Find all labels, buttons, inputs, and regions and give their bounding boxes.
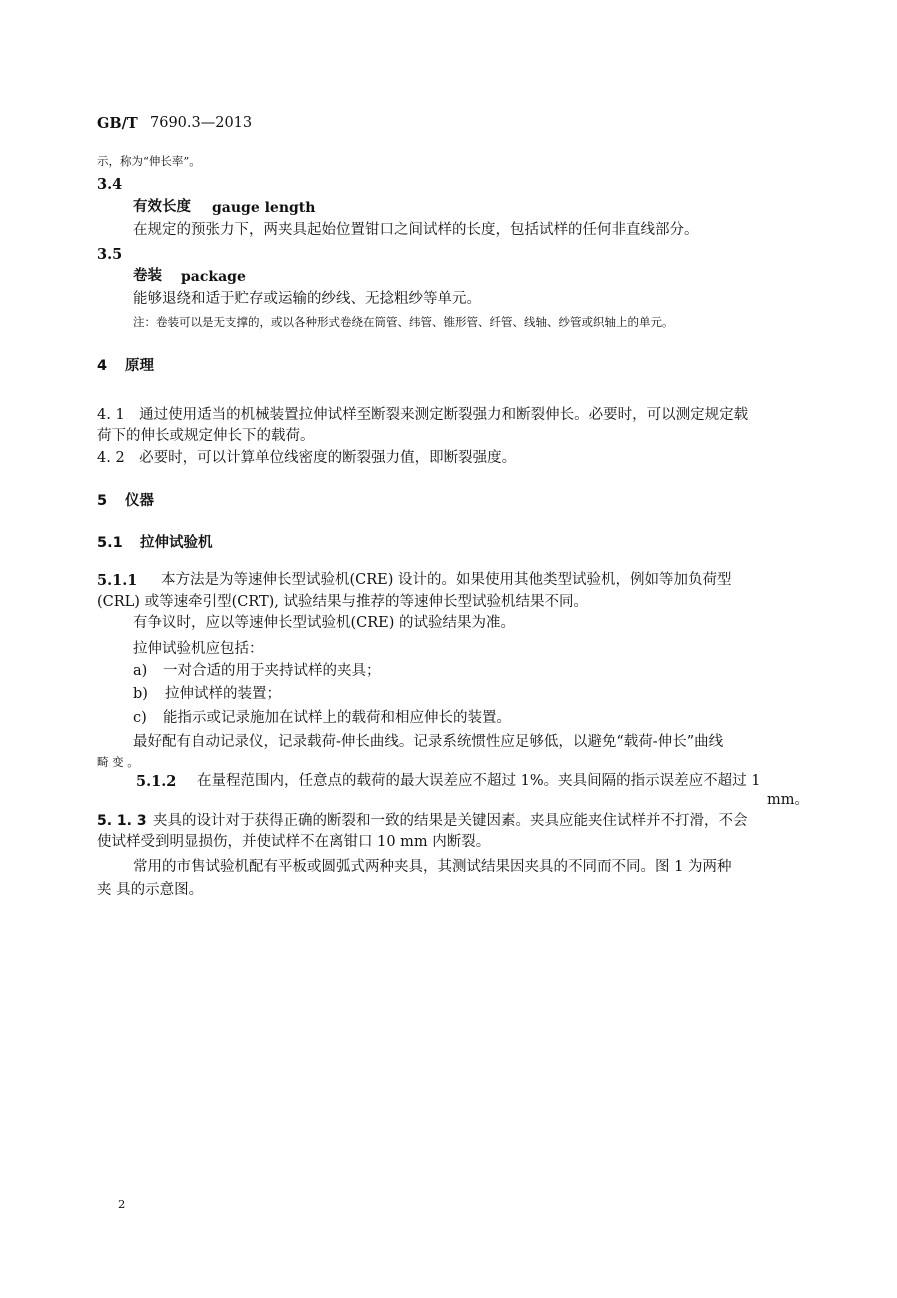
clause-5-1-number: 5.1 bbox=[97, 535, 123, 551]
page-number: 2 bbox=[118, 1197, 126, 1211]
list-item-c: 能指示或记录施加在试样上的载荷和相应伸长的装置。 bbox=[163, 710, 511, 726]
clause-5-1-3-para-2-line-1: 常用的市售试验机配有平板或圆弧式两种夹具，其测试结果因夹具的不同而不同。图 1 为两种 bbox=[133, 859, 732, 875]
standard-number: 7690.3—2013 bbox=[150, 115, 253, 131]
clause-5-1-1-para-2: 有争议时，应以等速伸长型试验机(CRE) 的试验结果为准。 bbox=[133, 615, 516, 631]
clause-4-1-line-1: 4. 1 通过使用适当的机械装置拉伸试样至断裂来测定断裂强力和断裂伸长。必要时，可以测定规定载 bbox=[97, 407, 749, 423]
clause-4-1-line-2: 荷下的伸长或规定伸长下的载荷。 bbox=[97, 428, 315, 444]
clause-5-1-1-number: 5.1.1 bbox=[97, 572, 138, 589]
list-item-b-label: b) bbox=[133, 686, 148, 702]
section-5-title: 仪器 bbox=[125, 493, 154, 509]
list-item-a-label: a) bbox=[133, 663, 148, 679]
clause-5-1-2-line-2: mm。 bbox=[767, 792, 809, 808]
section-4-number: 4 bbox=[97, 358, 108, 374]
clause-4-2: 4. 2 必要时，可以计算单位线密度的断裂强力值，即断裂强度。 bbox=[97, 450, 517, 466]
continuation-text: 示，称为“伸长率”。 bbox=[97, 154, 201, 168]
clause-3-5-term-zh: 卷装 bbox=[133, 268, 162, 284]
clause-5-1-3-line-2: 使试样受到明显损伤，并使试样不在离钳口 10 mm 内断裂。 bbox=[97, 834, 491, 850]
clause-5-1-3-number: 5. 1. 3 bbox=[97, 813, 147, 829]
clause-3-5-term-en: package bbox=[181, 269, 246, 285]
clause-5-1-2-line-1: 在量程范围内，任意点的载荷的最大误差应不超过 1%。夹具间隔的指示误差应不超过 1 bbox=[197, 773, 761, 789]
clause-3-4-term-en: gauge length bbox=[212, 200, 316, 216]
clause-5-1-1-para-3: 拉伸试验机应包括： bbox=[133, 641, 264, 657]
section-4-title: 原理 bbox=[125, 358, 154, 374]
clause-3-4-number: 3.4 bbox=[97, 176, 123, 193]
clause-3-4-term-zh: 有效长度 bbox=[133, 199, 191, 215]
clause-5-1-1-line-2: (CRL) 或等速牵引型(CRT), 试验结果与推荐的等速伸长型试验机结果不同。 bbox=[97, 594, 589, 610]
clause-5-1-1-para-4-line-1: 最好配有自动记录仪，记录载荷-伸长曲线。记录系统惯性应足够低，以避免“载荷-伸长”曲线 bbox=[133, 734, 724, 750]
clause-5-1-3-line-1: 夹具的设计对于获得正确的断裂和一致的结果是关键因素。夹具应能夹住试样并不打滑，不会 bbox=[153, 813, 748, 829]
clause-5-1-title: 拉伸试验机 bbox=[140, 535, 213, 551]
standard-code: GB/T bbox=[97, 115, 138, 132]
clause-3-5-note: 注：卷装可以是无支撑的，或以各种形式卷绕在筒管、纬管、锥形管、纤管、线轴、纱管或织轴上的单元。 bbox=[133, 315, 674, 329]
clause-3-4-definition: 在规定的预张力下，两夹具起始位置钳口之间试样的长度，包括试样的任何非直线部分。 bbox=[133, 222, 699, 238]
clause-3-5-definition: 能够退绕和适于贮存或运输的纱线、无捻粗纱等单元。 bbox=[133, 291, 481, 307]
clause-5-1-1-para-4-line-2: 畸 变 。 bbox=[97, 755, 139, 769]
list-item-c-label: c) bbox=[133, 710, 147, 726]
clause-5-1-2-number: 5.1.2 bbox=[136, 773, 177, 790]
clause-5-1-1-line-1: 本方法是为等速伸长型试验机(CRE) 设计的。如果使用其他类型试验机，例如等加负荷型 bbox=[161, 572, 732, 588]
section-5-number: 5 bbox=[97, 493, 108, 509]
list-item-a: 一对合适的用于夹持试样的夹具； bbox=[163, 663, 381, 679]
clause-5-1-3-para-2-line-2: 夹 具的示意图。 bbox=[97, 882, 204, 898]
list-item-b: 拉伸试样的装置； bbox=[165, 686, 281, 702]
clause-3-5-number: 3.5 bbox=[97, 246, 123, 263]
